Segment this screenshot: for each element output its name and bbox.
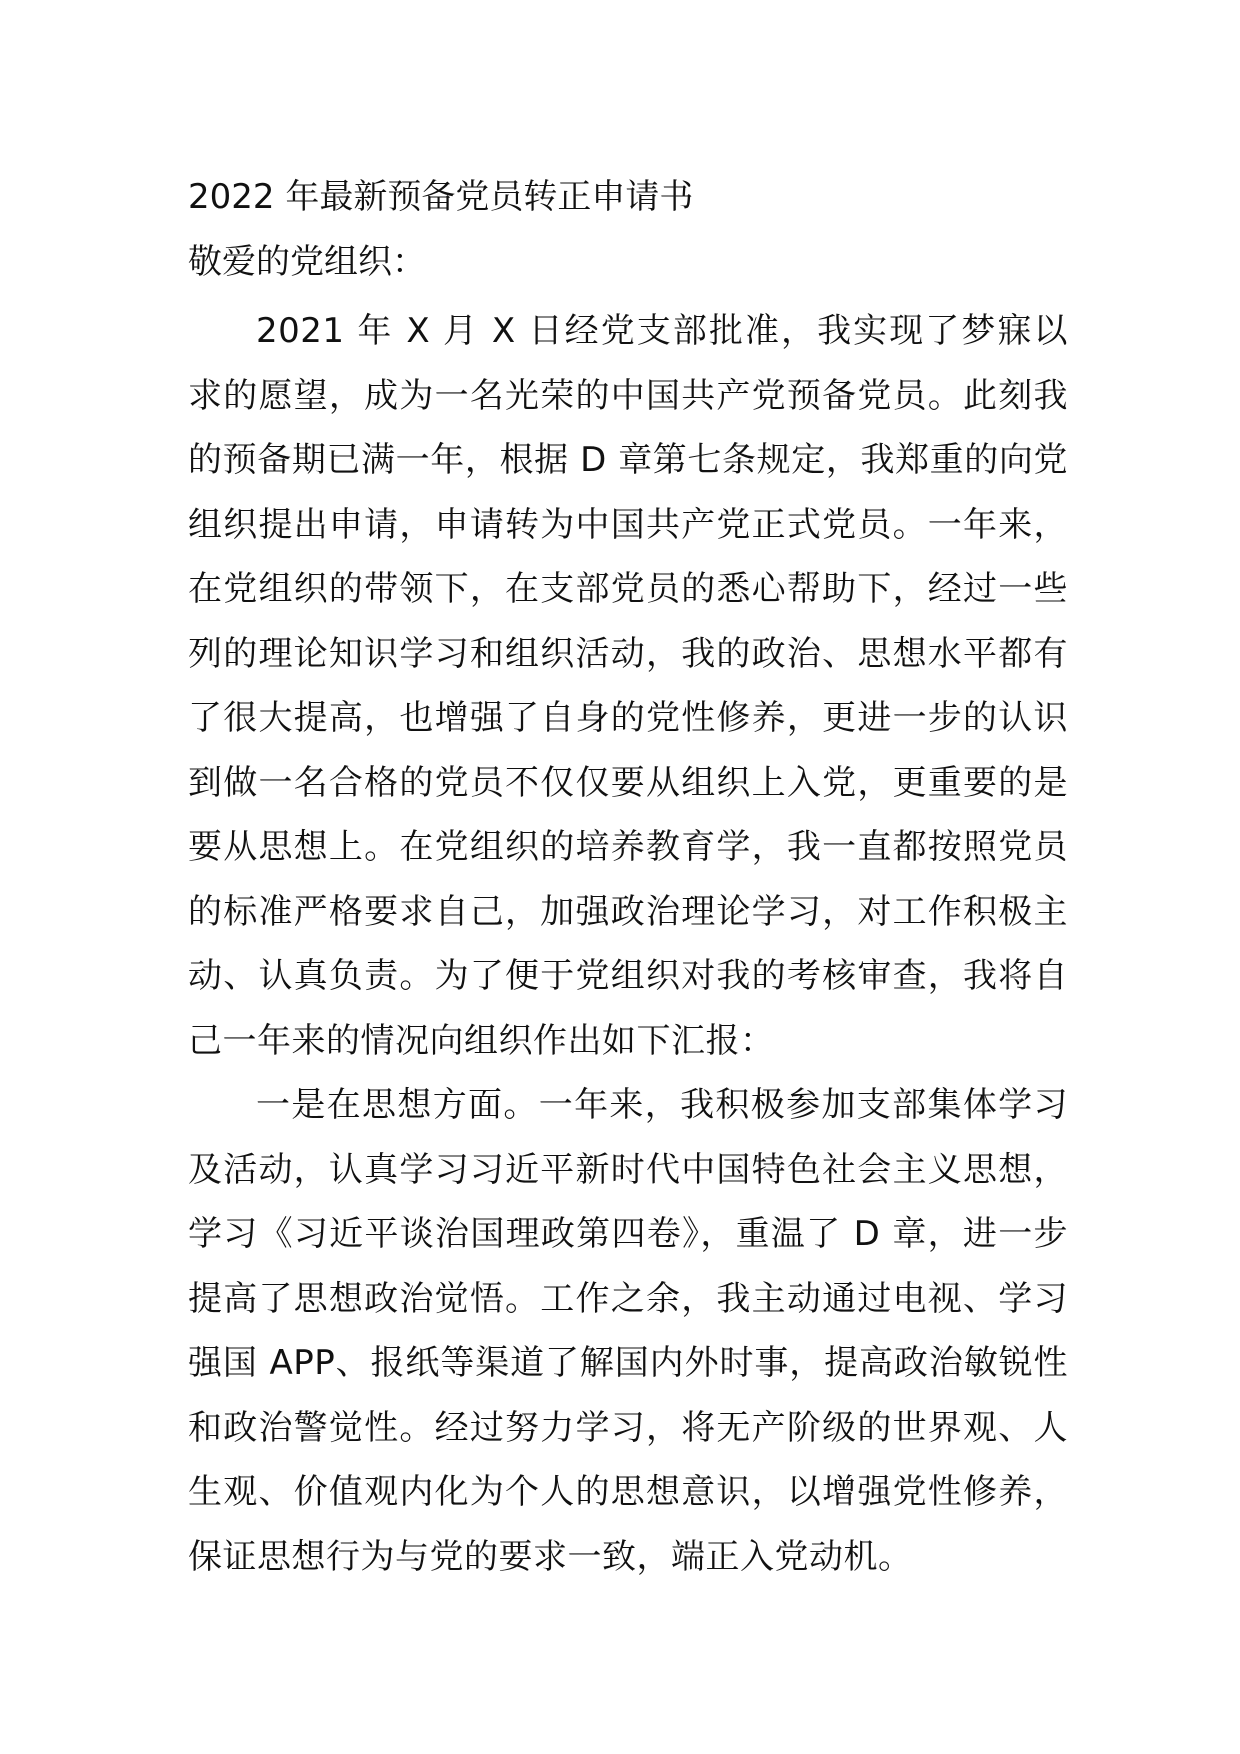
document-body bbox=[188, 299, 1068, 1589]
document-title: 2022 年最新预备党员转正申请书 bbox=[188, 177, 694, 217]
paragraph-thought: 一是在思想方面。一年来，我积极参加支部集体学习及活动，认真学习习近平新时代中国特色社会主义思想，学习《习近平谈治国理政第四卷》，重温了 D 章，进一步提高了思想政治觉悟。工作之余，我主动通过电视、学习强国 APP、报纸等渠道了解国内外时事，提高政治敏锐性和政治警觉性。经过努力学习，将无产阶级的世界观、人生观、价值观内化为个人的思想意识，以增强党性修养，保证思想行为与党的要求一致，端正入党动机。 bbox=[188, 1085, 1068, 1577]
paragraph-intro: 2021 年 X 月 X 日经党支部批准，我实现了梦寐以求的愿望，成为一名光荣的中国共产党预备党员。此刻我的预备期已满一年，根据 D 章第七条规定，我郑重的向党组织提出申请，申请转为中国共产党正式党员。一年来，在党组织的带领下，在支部党员的悉心帮助下，经过一些列的理论知识学习和组织活动，我的政治、思想水平都有了很大提高，也增强了自身的党性修养，更进一步的认识到做一名合格的党员不仅仅要从组织上入党，更重要的是要从思想上。在党组织的培养教育学，我一直都按照党员的标准严格要求自己，加强政治理论学习，对工作积极主动、认真负责。为了便于党组织对我的考核审查，我将自己一年来的情况向组织作出如下汇报： bbox=[188, 311, 1068, 1061]
salutation: 敬爱的党组织： bbox=[188, 242, 426, 282]
